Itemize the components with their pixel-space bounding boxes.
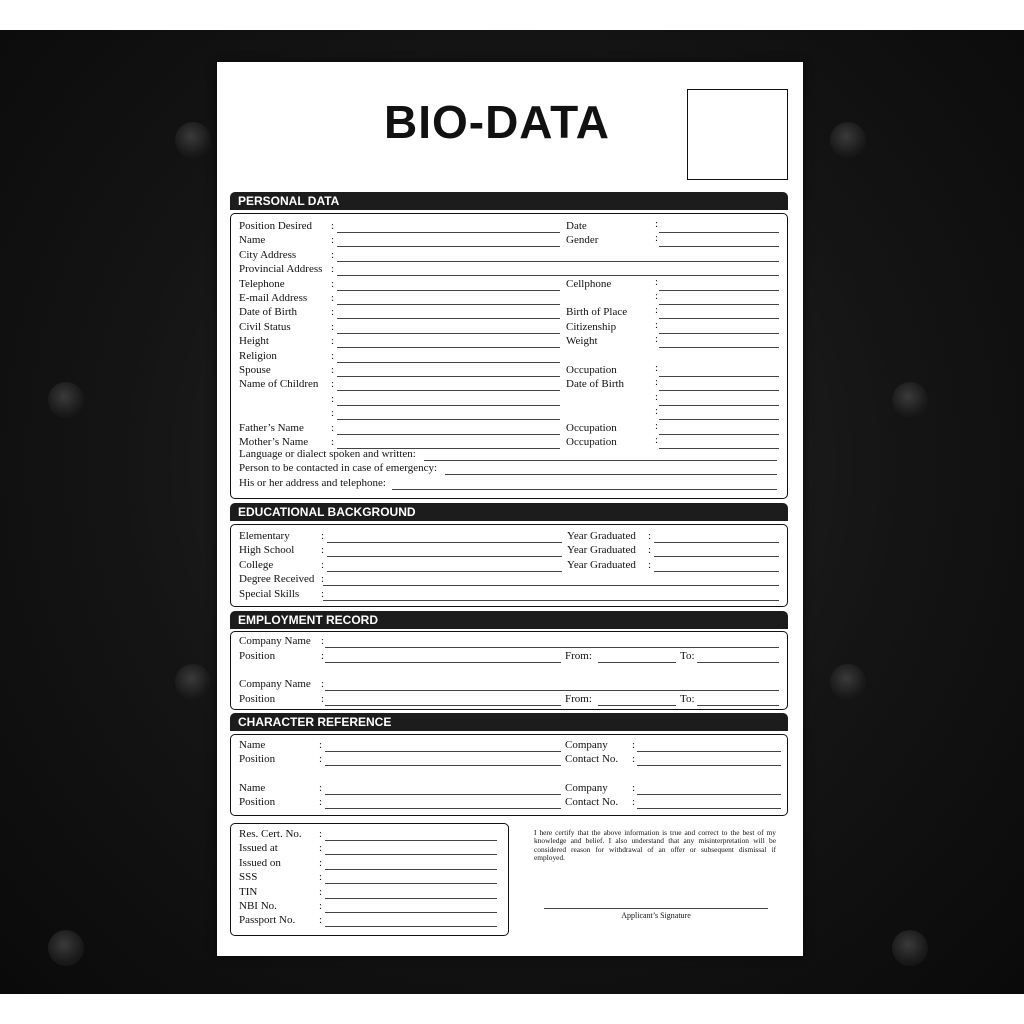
company-name-field[interactable] xyxy=(325,690,779,691)
education-section xyxy=(230,524,788,607)
field-colon: : xyxy=(648,559,652,571)
gender-label: Gender xyxy=(566,234,599,246)
field-colon: : xyxy=(321,693,325,705)
field-colon: : xyxy=(331,436,335,448)
name-field[interactable] xyxy=(337,246,560,247)
cellphone-field[interactable] xyxy=(659,290,779,291)
field-colon: : xyxy=(319,739,323,751)
button-tuft xyxy=(892,930,928,966)
gender-field[interactable] xyxy=(659,246,779,247)
emergency-address-label: His or her address and telephone: xyxy=(239,477,386,489)
college-label: College xyxy=(239,559,274,571)
field-colon: : xyxy=(655,391,659,403)
field-colon: : xyxy=(655,276,659,288)
high-school-field[interactable] xyxy=(327,556,562,557)
from-label: From: xyxy=(565,650,592,662)
from-field[interactable] xyxy=(598,705,676,706)
field-colon: : xyxy=(321,635,325,647)
field-colon: : xyxy=(321,588,325,600)
field-colon: : xyxy=(655,218,659,230)
occupation-field[interactable] xyxy=(659,448,779,449)
education-header: EDUCATIONAL BACKGROUND xyxy=(230,503,788,521)
signature-field[interactable] xyxy=(544,908,768,909)
name-of-children-label: Name of Children xyxy=(239,378,319,390)
field-colon: : xyxy=(655,232,659,244)
field-colon: : xyxy=(331,278,335,290)
degree-received-label: Degree Received xyxy=(239,573,315,585)
civil-status-label: Civil Status xyxy=(239,321,291,333)
field-colon: : xyxy=(321,650,325,662)
father-s-name-field[interactable] xyxy=(337,434,560,435)
date-of-birth-label: Date of Birth xyxy=(239,306,298,318)
issued-at-label: Issued at xyxy=(239,842,278,854)
field-colon: : xyxy=(319,828,323,840)
special-skills-field[interactable] xyxy=(323,600,779,601)
weight-field[interactable] xyxy=(659,347,779,348)
city-address-label: City Address xyxy=(239,249,297,261)
occupation-field[interactable] xyxy=(659,434,779,435)
year-graduated-label: Year Graduated xyxy=(567,530,636,542)
company-name-label: Company Name xyxy=(239,678,311,690)
field-colon: : xyxy=(648,544,652,556)
field-colon: : xyxy=(331,364,335,376)
special-skills-label: Special Skills xyxy=(239,588,300,600)
year-graduated-label: Year Graduated xyxy=(567,559,636,571)
emergency-contact-field[interactable] xyxy=(445,474,777,475)
weight-label: Weight xyxy=(566,335,598,347)
year-graduated-field[interactable] xyxy=(654,571,779,572)
field-colon: : xyxy=(331,234,335,246)
occupation-label: Occupation xyxy=(566,422,617,434)
college-field[interactable] xyxy=(327,571,562,572)
citizenship-field[interactable] xyxy=(659,333,779,334)
position-desired-field[interactable] xyxy=(337,232,560,233)
to-field[interactable] xyxy=(697,705,779,706)
company-name-field[interactable] xyxy=(325,647,779,648)
telephone-label: Telephone xyxy=(239,278,285,290)
cellphone-label: Cellphone xyxy=(566,278,612,290)
field-colon: : xyxy=(331,407,335,419)
field-colon: : xyxy=(655,333,659,345)
field-colon: : xyxy=(632,796,636,808)
spouse-field[interactable] xyxy=(337,376,560,377)
year-graduated-label: Year Graduated xyxy=(567,544,636,556)
issued-at-field[interactable] xyxy=(325,854,497,855)
reference-section xyxy=(230,734,788,816)
certification-statement: I here certify that the above information is true and correct to the best of my knowledge and belief. I also understand that any misinterpretation will be considered reason for withdrawal of an offer or subsequent dismissal if employed. xyxy=(534,828,776,863)
bio-data-form xyxy=(217,62,803,956)
employment-section xyxy=(230,631,788,710)
reference-position-label: Position xyxy=(239,796,276,808)
button-tuft xyxy=(48,382,84,418)
year-graduated-field[interactable] xyxy=(654,542,779,543)
form-title: BIO-DATA xyxy=(383,96,611,148)
field-colon: : xyxy=(331,306,335,318)
reference-name-field[interactable] xyxy=(325,794,561,795)
employment-header: EMPLOYMENT RECORD xyxy=(230,611,788,629)
field-colon: : xyxy=(321,678,325,690)
e-mail-address-label: E-mail Address xyxy=(239,292,308,304)
reference-name-label: Name xyxy=(239,739,266,751)
extra-field[interactable] xyxy=(659,405,779,406)
field-colon: : xyxy=(331,350,335,362)
reference-contact-field[interactable] xyxy=(637,765,781,766)
mother-s-name-field[interactable] xyxy=(337,448,560,449)
field-colon: : xyxy=(331,249,335,261)
company-name-label: Company Name xyxy=(239,635,311,647)
nbi-no-field[interactable] xyxy=(325,912,497,913)
field-colon: : xyxy=(321,559,325,571)
res-cert-no-label: Res. Cert. No. xyxy=(239,828,302,840)
year-graduated-field[interactable] xyxy=(654,556,779,557)
citizenship-label: Citizenship xyxy=(566,321,617,333)
reference-company-label: Company xyxy=(565,739,608,751)
birth-of-place-field[interactable] xyxy=(659,318,779,319)
reference-name-label: Name xyxy=(239,782,266,794)
button-tuft xyxy=(892,382,928,418)
reference-contact-label: Contact No. xyxy=(565,796,619,808)
res-cert-no-field[interactable] xyxy=(325,840,497,841)
photo-box[interactable] xyxy=(687,89,788,180)
extra-field[interactable] xyxy=(659,304,779,305)
field-colon: : xyxy=(331,378,335,390)
button-tuft xyxy=(175,122,211,158)
position-field[interactable] xyxy=(325,705,561,706)
religion-label: Religion xyxy=(239,350,277,362)
religion-field[interactable] xyxy=(337,362,560,363)
name-label: Name xyxy=(239,234,266,246)
field-colon: : xyxy=(319,900,323,912)
nbi-no-label: NBI No. xyxy=(239,900,277,912)
sss-field[interactable] xyxy=(325,883,497,884)
field-colon: : xyxy=(632,782,636,794)
position-desired-label: Position Desired xyxy=(239,220,313,232)
field-colon: : xyxy=(331,321,335,333)
mother-s-name-label: Mother’s Name xyxy=(239,436,309,448)
button-tuft xyxy=(830,122,866,158)
field-colon: : xyxy=(319,886,323,898)
field-colon: : xyxy=(655,290,659,302)
field-colon: : xyxy=(331,335,335,347)
height-field[interactable] xyxy=(337,347,560,348)
continuation-field[interactable] xyxy=(337,405,560,406)
field-colon: : xyxy=(655,319,659,331)
language-field[interactable] xyxy=(424,460,777,461)
elementary-label: Elementary xyxy=(239,530,290,542)
reference-position-label: Position xyxy=(239,753,276,765)
reference-company-label: Company xyxy=(565,782,608,794)
field-colon: : xyxy=(321,544,325,556)
emergency-contact-label: Person to be contacted in case of emergency: xyxy=(239,462,438,474)
field-colon: : xyxy=(331,422,335,434)
field-colon: : xyxy=(331,292,335,304)
date-field[interactable] xyxy=(659,232,779,233)
date-of-birth-field[interactable] xyxy=(337,318,560,319)
occupation-label: Occupation xyxy=(566,364,617,376)
city-address-field[interactable] xyxy=(337,261,779,262)
tin-label: TIN xyxy=(239,886,258,898)
degree-received-field[interactable] xyxy=(323,585,779,586)
date-of-birth-field[interactable] xyxy=(659,390,779,391)
field-colon: : xyxy=(319,782,323,794)
field-colon: : xyxy=(655,405,659,417)
field-colon: : xyxy=(331,393,335,405)
issued-on-label: Issued on xyxy=(239,857,281,869)
position-label: Position xyxy=(239,693,276,705)
to-label: To: xyxy=(680,693,695,705)
sss-label: SSS xyxy=(239,871,258,883)
tin-field[interactable] xyxy=(325,898,497,899)
provincial-address-field[interactable] xyxy=(337,275,779,276)
field-colon: : xyxy=(319,753,323,765)
field-colon: : xyxy=(632,753,636,765)
continuation-field[interactable] xyxy=(337,419,560,420)
father-s-name-label: Father’s Name xyxy=(239,422,304,434)
field-colon: : xyxy=(648,530,652,542)
reference-company-field[interactable] xyxy=(637,794,781,795)
occupation-field[interactable] xyxy=(659,376,779,377)
field-colon: : xyxy=(655,420,659,432)
birth-of-place-label: Birth of Place xyxy=(566,306,628,318)
field-colon: : xyxy=(655,304,659,316)
field-colon: : xyxy=(319,914,323,926)
issued-on-field[interactable] xyxy=(325,869,497,870)
field-colon: : xyxy=(331,263,335,275)
date-label: Date xyxy=(566,220,587,232)
reference-position-field[interactable] xyxy=(325,808,561,809)
field-colon: : xyxy=(331,220,335,232)
high-school-label: High School xyxy=(239,544,295,556)
to-field[interactable] xyxy=(697,662,779,663)
personal-data-header: PERSONAL DATA xyxy=(230,192,788,210)
reference-name-field[interactable] xyxy=(325,751,561,752)
field-colon: : xyxy=(319,871,323,883)
spouse-label: Spouse xyxy=(239,364,271,376)
position-field[interactable] xyxy=(325,662,561,663)
elementary-field[interactable] xyxy=(327,542,562,543)
reference-contact-label: Contact No. xyxy=(565,753,619,765)
passport-no-field[interactable] xyxy=(325,926,497,927)
reference-company-field[interactable] xyxy=(637,751,781,752)
button-tuft xyxy=(48,930,84,966)
reference-header: CHARACTER REFERENCE xyxy=(230,713,788,731)
field-colon: : xyxy=(321,530,325,542)
signature-label: Applicant’s Signature xyxy=(621,911,691,920)
name-of-children-field[interactable] xyxy=(337,390,560,391)
extra-field[interactable] xyxy=(659,419,779,420)
reference-position-field[interactable] xyxy=(325,765,561,766)
button-tuft xyxy=(175,664,211,700)
field-colon: : xyxy=(655,434,659,446)
field-colon: : xyxy=(319,857,323,869)
civil-status-field[interactable] xyxy=(337,333,560,334)
telephone-field[interactable] xyxy=(337,290,560,291)
field-colon: : xyxy=(655,362,659,374)
button-tuft xyxy=(830,664,866,700)
to-label: To: xyxy=(680,650,695,662)
field-colon: : xyxy=(319,796,323,808)
field-colon: : xyxy=(319,842,323,854)
field-colon: : xyxy=(321,573,325,585)
reference-contact-field[interactable] xyxy=(637,808,781,809)
provincial-address-label: Provincial Address xyxy=(239,263,323,275)
passport-no-label: Passport No. xyxy=(239,914,296,926)
emergency-address-field[interactable] xyxy=(392,489,777,490)
field-colon: : xyxy=(632,739,636,751)
field-colon: : xyxy=(655,376,659,388)
date-of-birth-label: Date of Birth xyxy=(566,378,625,390)
position-label: Position xyxy=(239,650,276,662)
language-label: Language or dialect spoken and written: xyxy=(239,448,416,460)
from-field[interactable] xyxy=(598,662,676,663)
e-mail-address-field[interactable] xyxy=(337,304,560,305)
occupation-label: Occupation xyxy=(566,436,617,448)
height-label: Height xyxy=(239,335,269,347)
from-label: From: xyxy=(565,693,592,705)
